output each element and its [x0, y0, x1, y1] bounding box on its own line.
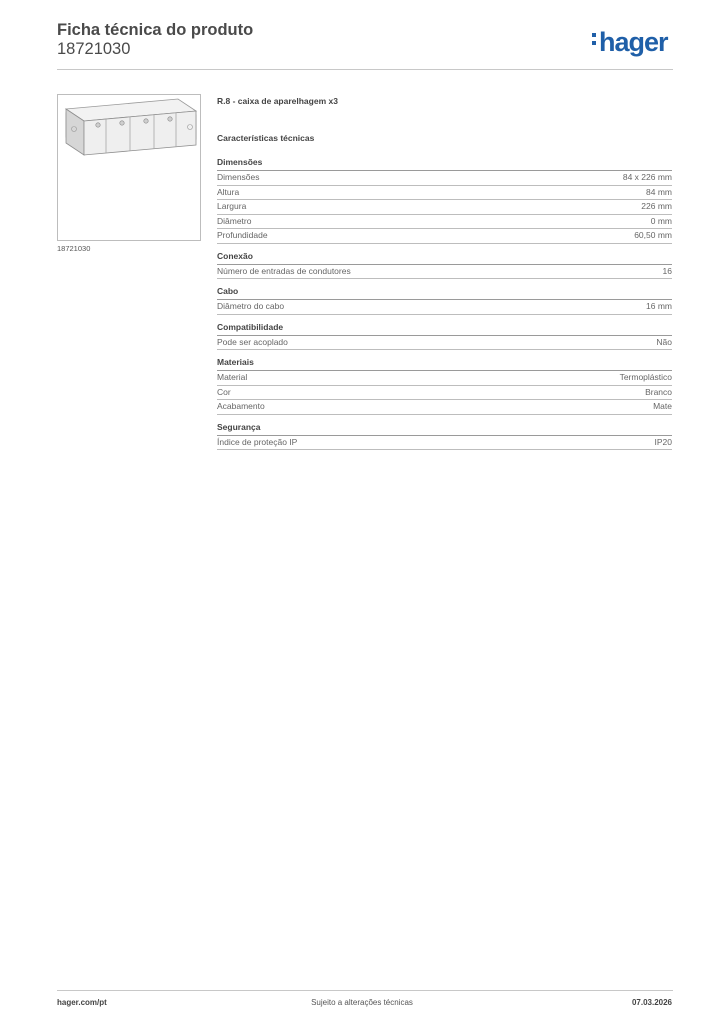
image-caption: 18721030: [57, 244, 91, 253]
spec-groups: [217, 157, 672, 450]
spec-row: [217, 171, 672, 186]
spec-label: Acabamento: [217, 401, 265, 411]
spec-label: Dimensões: [217, 172, 260, 182]
spec-row: [217, 400, 672, 415]
spec-group-title: Materiais: [217, 357, 672, 371]
header-divider: [57, 69, 673, 70]
product-code: 18721030: [57, 40, 131, 58]
spec-value: 84 mm: [646, 186, 672, 197]
spec-row: [217, 300, 672, 315]
spec-group: [217, 422, 672, 451]
product-name: R.8 - caixa de aparelhagem x3: [217, 96, 338, 106]
spec-label: Material: [217, 372, 248, 382]
spec-group: [217, 251, 672, 280]
spec-value: 16: [662, 265, 672, 276]
spec-label: Diâmetro: [217, 215, 252, 226]
spec-row: [217, 265, 672, 280]
spec-group-title: Cabo: [217, 286, 672, 300]
spec-label: Profundidade: [217, 230, 268, 240]
spec-row: [217, 436, 672, 451]
spec-row: [217, 215, 672, 230]
spec-label: Número de entradas de condutores: [217, 265, 351, 276]
spec-value: 84 x 226 mm: [622, 172, 672, 182]
spec-row: [217, 186, 672, 201]
spec-label: Cor: [217, 386, 231, 397]
spec-group: [217, 322, 672, 351]
spec-value: Termoplástico: [619, 372, 672, 382]
product-image: [57, 94, 201, 241]
spec-value: Não: [656, 336, 672, 347]
spec-value: 0 mm: [650, 215, 672, 226]
hager-logo: [592, 27, 668, 58]
junction-box-image: [58, 95, 200, 240]
spec-label: Altura: [217, 186, 240, 197]
spec-value: 226 mm: [641, 201, 672, 211]
footer-date: 07.03.2026: [631, 998, 672, 1007]
footer-notice: Sujeito a alterações técnicas: [311, 998, 413, 1007]
spec-value: 16 mm: [646, 301, 672, 311]
spec-group: [217, 286, 672, 315]
footer-divider: [57, 990, 673, 991]
spec-group-title: Segurança: [217, 422, 672, 436]
spec-group: [217, 157, 672, 244]
logo-dots-icon: [592, 29, 597, 49]
spec-row: [217, 386, 672, 401]
spec-value: IP20: [654, 436, 672, 447]
spec-row: [217, 229, 672, 244]
spec-row: [217, 200, 672, 215]
spec-group-title: Dimensões: [217, 157, 672, 171]
spec-row: [217, 336, 672, 351]
spec-label: Diâmetro do cabo: [217, 301, 285, 311]
spec-group-title: Conexão: [217, 251, 672, 265]
spec-label: Índice de proteção IP: [217, 436, 298, 447]
spec-value: Branco: [645, 386, 672, 397]
logo-text: hager: [599, 27, 668, 57]
spec-group-title: Compatibilidade: [217, 322, 672, 336]
spec-value: Mate: [653, 401, 672, 411]
spec-label: Pode ser acoplado: [217, 336, 288, 347]
spec-content: [217, 96, 672, 457]
page-title: Ficha técnica do produto: [57, 21, 254, 39]
tech-characteristics-title: Características técnicas: [217, 133, 315, 143]
spec-value: 60,50 mm: [634, 230, 672, 240]
spec-label: Largura: [217, 201, 247, 211]
spec-row: [217, 371, 672, 386]
footer-website: hager.com/pt: [57, 998, 107, 1007]
spec-group: [217, 357, 672, 415]
